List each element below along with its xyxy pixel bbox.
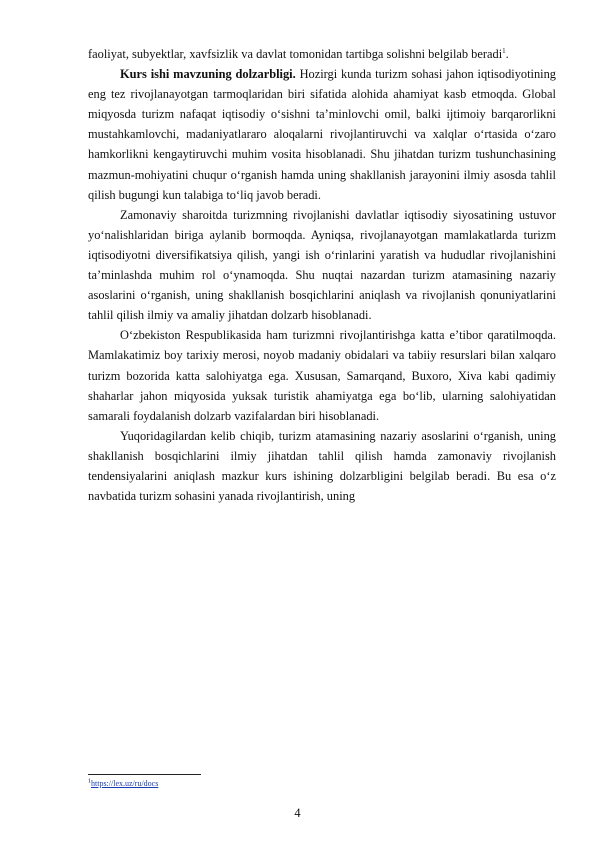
paragraph-conclusion: Yuqoridagilardan kelib chiqib, turizm atamasining nazariy asoslarini oʻrganish, uning shakllanish bosqichlarini ilmiy jihatdan tahlil qilish hamda zamonaviy rivojlanish tendensiyalarini aniqlash mazkur kurs ishining dolzarbligini belgilab beradi. Bu esa oʻz navbatida turizm sohasini yanada rivojlantirish, uning [88,428,556,504]
paragraph-continuation: faoliyat, subyektlar, xavfsizlik va davlat tomonidan tartibga solishni belgilab beradi$^1$. [88,46,509,61]
section-lead: Kurs ishi mavzuning dolzarbligi. [120,67,296,82]
footnote-link[interactable]: https://lex.uz/ru/docs [91,779,159,788]
paragraph-modern-conditions: Zamonaviy sharoitda turizmning rivojlanishi davlatlar iqtisodiy siyosatining ustuvor yoʻnalishlaridan biriga aylanib bormoqda. Ayniqsa, rivojlanayotgan mamlakatlarda turizm iqtisodiyotni diversifikatsiya qilish, yangi ish oʻrinlarini yaratish va hududlar rivojlanishini taʼminlashda muhim rol oʻynamoqda. Shu nuqtai nazardan turizm atamasining nazariy asoslarini oʻrganish, uning shakllanish bosqichlarini aniqlash va rivojlanish qonuniyatlarini tahlil qilish ilmiy va amaliy jihatdan dolzarb hisoblanadi. [88,207,556,323]
page-body [88,44,556,506]
page-number: 4 [294,806,301,820]
footnote-number: 1 [88,778,91,785]
footnote [88,779,158,788]
footnote-ref[interactable]: 1 [502,46,506,55]
paragraph-relevance: Kurs ishi mavzuning dolzarbligi. Hozirgi kunda turizm sohasi jahon iqtisodiyotining eng tez rivojlanayotgan tarmoqlaridan biri sifatida alohida ahamiyat kasb etmoqda. Global miqyosda turizm nafaqat iqtisodiy oʻsishni taʼminlovchi omil, balki ijtimoiy barqarorlikni mustahkamlovchi, madaniyatlararo aloqalarni rivojlantiruvchi va xalqlar oʻrtasida oʻzaro hamkorlikni kengaytiruvchi muhim vosita hisoblanadi. Shu jihatdan turizm tushunchasining mazmun-mohiyatini chuqur oʻrganish hamda uning shakllanish jarayonini ilmiy asosda tahlil qilish bugungi kun talabiga toʻliq javob beradi. [88,67,557,202]
footnote-divider [88,774,201,775]
paragraph-uzbekistan: Oʻzbekiston Respublikasida ham turizmni rivojlantirishga katta eʼtibor qaratilmoqda. Mamlakatimiz boy tarixiy merosi, noyob madaniy obidalari va tabiiy resurslari bilan xalqaro turizm bozorida katta salohiyatga ega. Xususan, Samarqand, Buxoro, Xiva kabi qadimiy shaharlar jahon miqyosida yuksak turistik ahamiyatga ega boʻlib, ularning salohiyatidan samarali foydalanish dolzarb vazifalardan biri hisoblanadi. [88,328,556,423]
